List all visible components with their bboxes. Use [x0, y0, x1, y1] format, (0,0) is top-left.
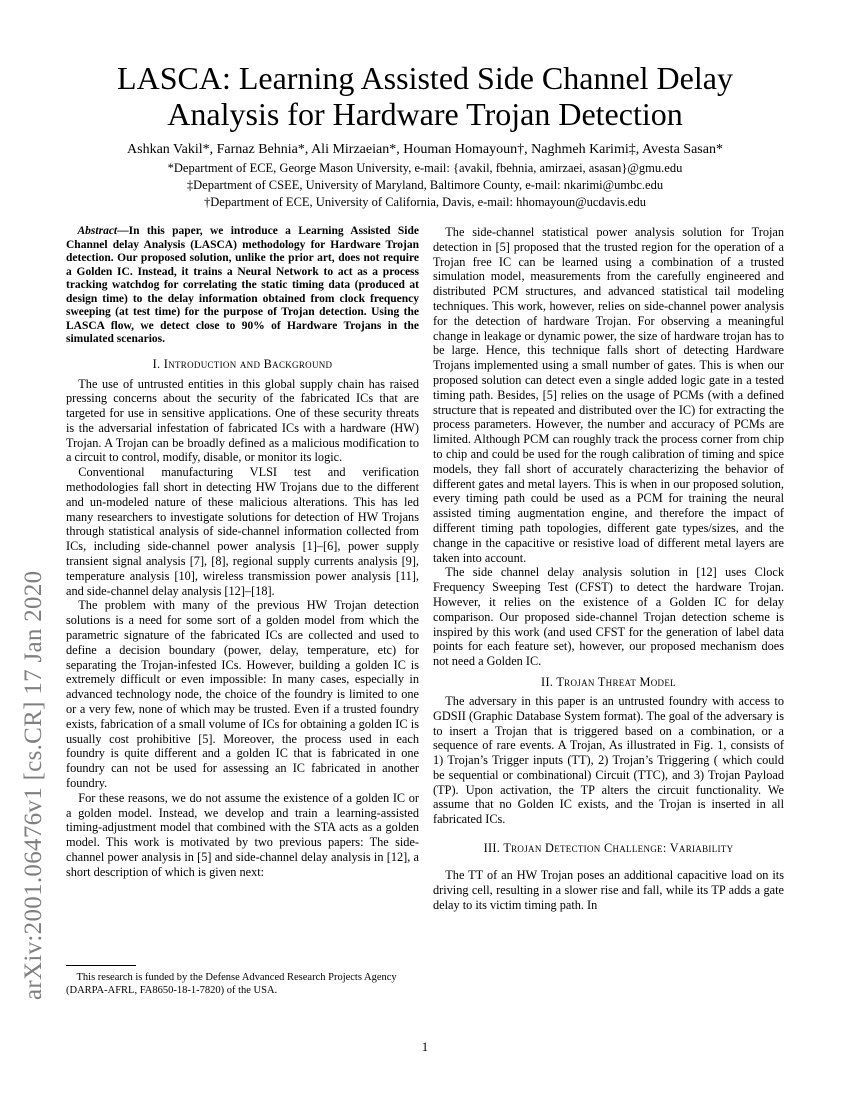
abstract-text: —In this paper, we introduce a Learning Assisted Side Channel delay Analysis (LASCA) methodology for Hardware Trojan detection. Our proposed solution, unlike the prior art, does not require a Golden IC. Instead, it trains a Neural Network to act as a process tracking watchdog for correlating the static timing data (produced at design time) to the delay information obtained from clock frequency sweeping (at test time) for the purpose of Trojan detection. Using the LASCA flow, we detect close to 90% of Hardware Trojans in the simulated scenarios. [66, 225, 419, 345]
page-number: 1 [421, 1040, 429, 1054]
paragraph: The problem with many of the previous HW Trojan detection solutions is a need for some sort of a golden model from which the parametric signature of the fabricated ICs are collected and used to define a decision boundary (power, delay, temperature, etc) for separating the Trojan-infested ICs. However, building a golden IC is extremely difficult or even impossible: In many cases, especially in advanced technology node, the choice of the foundry is limited to one or a very few, none of which may be trusted. Even if a trusted foundry exists, fabrication of a small volume of ICs for obtaining a golden IC is usually cost prohibitive [5]. Moreover, the process used in each foundry is quite different and a golden IC that is fabricated in one foundry can not be used for assessing an IC fabricated in another foundry. [66, 598, 419, 791]
author-list: Ashkan Vakil*, Farnaz Behnia*, Ali Mirzaeian*, Houman Homayoun†, Naghmeh Karimi‡, Avesta Sasan* [127, 142, 723, 157]
paragraph: The use of untrusted entities in this global supply chain has raised pressing concerns about the security of the fabricated ICs that are targeted for use in sensitive applications. One of these security threats is the adversarial infestation of fabricated ICs with a hardware (HW) Trojan. A Trojan can be broadly defined as a malicious modification to a circuit to control, modify, disable, or monitor its logic. [66, 376, 419, 465]
affiliation-umbc: ‡Department of CSEE, University of Maryland, Baltimore County, e-mail: nkarimi@umbc.edu [186, 178, 664, 192]
arxiv-stamp: arXiv:2001.06476v1 [cs.CR] 17 Jan 2020 [20, 570, 47, 1000]
left-column [66, 225, 419, 880]
footnote-rule [66, 965, 136, 966]
abstract-label: Abstract [77, 225, 118, 237]
abstract [66, 225, 419, 347]
paragraph: For these reasons, we do not assume the existence of a golden IC or a golden model. Instead, we develop and train a learning-assisted timing-adjustment model that combined with the STA acts as a golden model. This work is motivated by two previous papers: The side-channel power analysis in [5] and side-channel delay analysis in [12], a short description of which is given next: [66, 790, 419, 879]
section-heading-2: II. Trojan Threat Model [541, 674, 676, 689]
affiliation-gmu: *Department of ECE, George Mason University, e-mail: {avakil, fbehnia, amirzaei, asasan}@gmu.edu [167, 161, 683, 175]
paragraph: The side channel delay analysis solution in [12] uses Clock Frequency Sweeping Test (CFST) to detect the hardware Trojan. However, it relies on the existence of a Golden IC for delay comparison. Our proposed side-channel Trojan detection scheme is inspired by this work (and used CFST for the generation of label data points for each feature set), however, our proposed mechanism does not need a Golden IC. [433, 565, 784, 669]
section-heading-3: III. Trojan Detection Challenge: Variability [483, 841, 734, 856]
title-line-2: Analysis for Hardware Trojan Detection [167, 96, 683, 132]
paragraph: The adversary in this paper is an untrusted foundry with access to GDSII (Graphic Database System format). The goal of the adversary is to insert a Trojan that is triggered based on a combination, or a sequence of rare events. A Trojan, As illustrated in Fig. 1, consists of 1) Trojan’s Trigger inputs (TT), 2) Trojan’s Triggering ( which could be sequential or combinational) Circuit (TTC), and 3) Trojan Payload (TP). Upon activation, the TP alters the circuit functionality. We assume that no Golden IC exists, and the Trojan is inserted in all fabricated ICs. [433, 693, 784, 827]
section-heading-1: I. Introduction and Background [152, 356, 333, 371]
footnote-block [66, 965, 419, 997]
footnote: This research is funded by the Defense Advanced Research Projects Agency (DARPA-AFRL, FA8650-18-1-7820) of the USA. [66, 972, 397, 996]
paper-title [60, 60, 790, 132]
paragraph: The side-channel statistical power analysis solution for Trojan detection in [5] proposed that the trusted region for the operation of a Trojan free IC can be learned using a combination of a trusted simulation model, measurements from the carefully engineered and distributed PCM structures, and advanced statistical tail modeling techniques. This work, however, relies on side-channel power analysis for the detection of hardware Trojan. For observing a meaningful change in leakage or dynamic power, the size of hardware trojan has to be large. Hence, this technique falls short of detecting Hardware Trojans implemented using a small number of gates. This is when our proposed solution can detect even a single added logic gate in a tested timing path. Besides, [5] relies on the usage of PCMs (with a defined structure that is repeated and distributed over the IC) for extracting the process parameters. However, the number and accuracy of PCMs are limited. Although PCM can roughly track the process corner from chip to chip and could be used for the rough calibration of timing and spice models, they fall short of accurately characterizing the behavior of different gates and metal layers. This is when in our proposed solution, every timing path could be used as a PCM for training the neural assisted timing augmentation engine, and therefore the impact of different timing path topologies, different gate types/sizes, and the change in the capacitive or resistive load of different metal layers are taken into account. [433, 225, 784, 565]
affiliation-ucdavis: †Department of ECE, University of California, Davis, e-mail: hhomayoun@ucdavis.edu [204, 195, 646, 209]
title-line-1: LASCA: Learning Assisted Side Channel Delay [117, 60, 733, 96]
paragraph: The TT of an HW Trojan poses an additional capacitive load on its driving cell, resulting in a slower rise and fall, while its TP adds a gate delay to its victim timing path. In [433, 868, 784, 912]
paragraph: Conventional manufacturing VLSI test and verification methodologies fall short in detecting HW Trojans due to the different and un-modeled nature of these malicious alterations. This has led many researchers to investigate solutions for detection of HW Trojans through statistical analysis of side-channel information collected from ICs, including side-channel power analysis [1]–[6], power supply transient signal analysis [7], [8], regional supply currents analysis [9], temperature analysis [10], wireless transmission power analysis [11], and side-channel delay analysis [12]–[18]. [66, 465, 419, 598]
right-column [433, 225, 784, 912]
